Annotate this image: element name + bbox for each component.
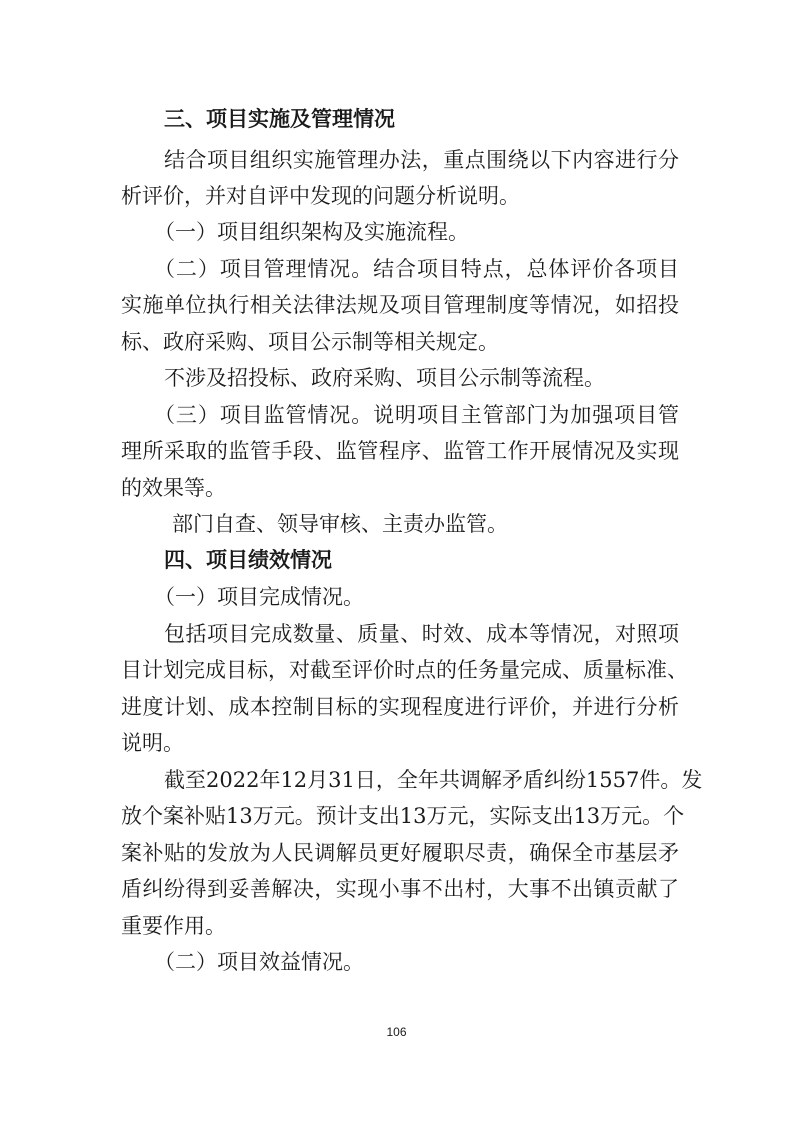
paragraph-line: 实施单位执行相关法律法规及项目管理制度等情况，如招投 bbox=[121, 293, 679, 317]
paragraph-line: 包括项目完成数量、质量、时效、成本等情况，对照项 bbox=[164, 622, 679, 646]
paragraph-line: （三）项目监管情况。说明项目主管部门为加强项目管 bbox=[154, 403, 679, 427]
paragraph-line: 的效果等。 bbox=[121, 476, 226, 500]
paragraph-line: 目计划完成目标，对截至评价时点的任务量完成、质量标准、 bbox=[121, 658, 688, 682]
paragraph-line: 放个案补贴13万元。预计支出13万元，实际支出13万元。个 bbox=[121, 804, 685, 828]
paragraph-line: 析评价，并对自评中发现的问题分析说明。 bbox=[121, 184, 520, 208]
paragraph-line: 不涉及招投标、政府采购、项目公示制等流程。 bbox=[164, 366, 605, 390]
paragraph-line: （二）项目管理情况。结合项目特点，总体评价各项目 bbox=[154, 257, 679, 281]
subsection-item: （二）项目效益情况。 bbox=[154, 950, 364, 974]
page-number: 106 bbox=[386, 1025, 407, 1039]
paragraph-line: 盾纠纷得到妥善解决，实现小事不出村，大事不出镇贡献了 bbox=[121, 877, 679, 901]
subsection-item: （一）项目完成情况。 bbox=[154, 585, 364, 609]
paragraph-line: 理所采取的监管手段、监管程序、监管工作开展情况及实现 bbox=[121, 439, 679, 463]
paragraph-line: 部门自查、领导审核、主责办监管。 bbox=[172, 512, 508, 536]
paragraph-line: 案补贴的发放为人民调解员更好履职尽责，确保全市基层矛 bbox=[121, 841, 679, 865]
paragraph-line: 标、政府采购、项目公示制等相关规定。 bbox=[121, 330, 499, 354]
paragraph-line: 进度计划、成本控制目标的实现程度进行评价，并进行分析 bbox=[121, 695, 679, 719]
paragraph-line: 说明。 bbox=[121, 731, 184, 755]
paragraph-line: 重要作用。 bbox=[121, 914, 226, 938]
paragraph-line: 结合项目组织实施管理办法，重点围绕以下内容进行分 bbox=[164, 148, 679, 172]
section-heading: 四、项目绩效情况 bbox=[164, 548, 332, 572]
section-heading: 三、项目实施及管理情况 bbox=[164, 107, 395, 131]
paragraph-line: 截至2022年12月31日，全年共调解矛盾纠纷1557件。发 bbox=[164, 768, 703, 792]
subsection-item: （一）项目组织架构及实施流程。 bbox=[154, 220, 469, 244]
